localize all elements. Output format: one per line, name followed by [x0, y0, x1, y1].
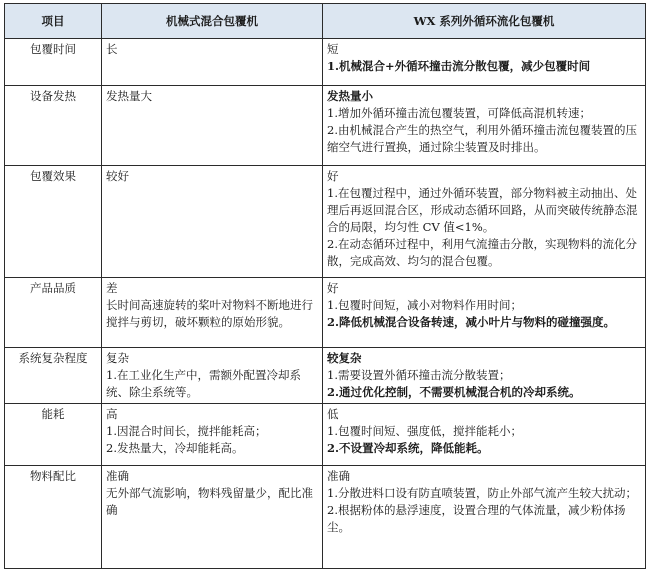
mechanical-text: 准确	[106, 469, 129, 483]
mechanical-cell	[102, 404, 323, 466]
row-item-label: 物料配比	[5, 466, 102, 569]
wx-cell	[323, 466, 646, 569]
table-row	[5, 348, 646, 404]
row-item-label: 系统复杂程度	[5, 348, 102, 404]
wx-text: 2.不设置冷却系统，降低能耗。	[327, 441, 489, 455]
wx-text: 好	[327, 281, 339, 295]
mechanical-text: 长时间高速旋转的桨叶对物料不断地进行搅拌与剪切，破坏颗粒的原始形貌。	[106, 298, 313, 329]
wx-text: 1.增加外循环撞击流包覆装置，可降低高混机转速；	[327, 106, 591, 120]
table-row	[5, 39, 646, 86]
mechanical-cell	[102, 278, 323, 348]
wx-text: 1.包覆时间短，减小对物料作用时间；	[327, 298, 522, 312]
wx-text: 2.通过优化控制，不需要机械混合机的冷却系统。	[327, 385, 581, 399]
header-row	[5, 4, 646, 39]
table-row	[5, 278, 646, 348]
mechanical-cell	[102, 348, 323, 404]
mechanical-text: 复杂	[106, 351, 129, 365]
wx-text: 2.降低机械混合设备转速，减小叶片与物料的碰撞强度。	[327, 315, 616, 329]
wx-text: 1.分散进料口设有防直喷装置，防止外部气流产生较大扰动；	[327, 486, 637, 500]
header-item: 项目	[5, 4, 102, 39]
wx-text: 低	[327, 407, 339, 421]
wx-cell	[323, 404, 646, 466]
mechanical-text: 1.因混合时间长，搅拌能耗高；	[106, 424, 267, 438]
header-wx: WX 系列外循环流化包覆机	[323, 4, 646, 39]
wx-text: 1.需要设置外循环撞击流分散装置；	[327, 368, 511, 382]
mechanical-text: 长	[106, 42, 118, 56]
wx-cell	[323, 278, 646, 348]
mechanical-text: 2.发热量大，冷却能耗高。	[106, 441, 244, 455]
header-mechanical: 机械式混合包覆机	[102, 4, 323, 39]
row-item-label: 包覆时间	[5, 39, 102, 86]
row-item-label: 设备发热	[5, 86, 102, 166]
wx-text: 1.机械混合+外循环撞击流分散包覆，减少包覆时间	[327, 59, 591, 73]
wx-cell	[323, 86, 646, 166]
wx-cell	[323, 39, 646, 86]
wx-cell	[323, 166, 646, 278]
mechanical-text: 1.在工业化生产中，需额外配置冷却系统、除尘系统等。	[106, 368, 301, 399]
wx-text: 2.根据粉体的悬浮速度，设置合理的气体流量，减少粉体扬尘。	[327, 503, 626, 534]
mechanical-cell	[102, 166, 323, 278]
table-row	[5, 466, 646, 569]
mechanical-cell	[102, 466, 323, 569]
wx-text: 准确	[327, 469, 350, 483]
wx-text: 较复杂	[327, 351, 362, 365]
wx-text: 2.在动态循环过程中，利用气流撞击分散，实现物料的流化分散，完成高效、均匀的混合包覆。	[327, 237, 637, 268]
row-item-label: 包覆效果	[5, 166, 102, 278]
wx-text: 发热量小	[327, 89, 373, 103]
mechanical-text: 无外部气流影响，物料残留量少，配比准确	[106, 486, 313, 517]
row-item-label: 能耗	[5, 404, 102, 466]
wx-text: 短	[327, 42, 339, 56]
row-item-label: 产品品质	[5, 278, 102, 348]
mechanical-text: 较好	[106, 169, 129, 183]
table-row	[5, 404, 646, 466]
mechanical-text: 差	[106, 281, 118, 295]
table-row	[5, 86, 646, 166]
wx-cell	[323, 348, 646, 404]
mechanical-cell	[102, 86, 323, 166]
mechanical-cell	[102, 39, 323, 86]
table-body	[5, 39, 646, 569]
wx-text: 1.在包覆过程中，通过外循环装置，部分物料被主动抽出、处理后再返回混合区，形成动态循环回路，从而突破传统静态混合的局限，均匀性 CV 值<1%。	[327, 186, 638, 234]
wx-text: 2.由机械混合产生的热空气，利用外循环撞击流包覆装置的压缩空气进行置换，通过除尘装置及时排出。	[327, 123, 637, 154]
wx-text: 1.包覆时间短、强度低，搅拌能耗小；	[327, 424, 522, 438]
comparison-table	[4, 3, 646, 569]
table-row	[5, 166, 646, 278]
mechanical-text: 发热量大	[106, 89, 152, 103]
wx-text: 好	[327, 169, 339, 183]
mechanical-text: 高	[106, 407, 118, 421]
